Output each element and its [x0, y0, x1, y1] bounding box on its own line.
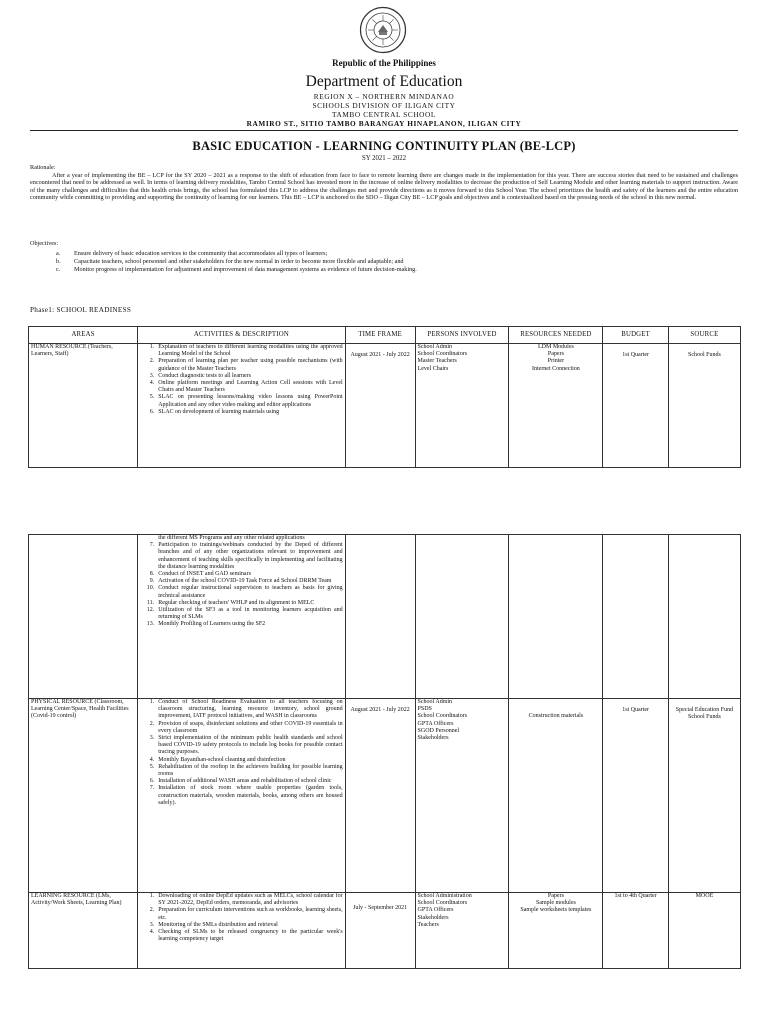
activities-human-continued: the different MS Programs and any other related applications 7. Participation to trainings/webinars conducted by the Deped of different branches and of any other organizations relevant to improvement and enhancement of teaching skills specifically in implementing and facilitating the distance learning modalities 8. Conduct of INSET and GAD seminars 9. Activation of the school COVID-19 Task Force ad School DRRM Team 10. Conduct regular instructional supervision to teachers as basis for giving technical assistance 11. Regular checking of teachers' WHLP and its alignment to MELC 12. Utilization of the SF3 as a tool in monitoring learners acquisition and returning of SLMs 13. Monthly Profiling of Learners using the SF2: [138, 535, 345, 699]
page-2: [0, 530, 768, 1024]
objectives-list: [56, 250, 736, 274]
page-1: [0, 0, 768, 486]
region-line: REGION X – NORTHERN MINDANAO: [313, 92, 455, 101]
activities-learning-resource: 1. Downloading of online DepEd updates such as MELCs, school calendar for SY 2021-2022, DepEd orders, memoranda, and advisories 2. Preparation for curriculum interventions such as workbooks, learning sheets, etc. 3. Monitoring of the SMLs distribution and retrieval 4. Checking of SLMs to be released congruency to the particular week's learning competency target: [138, 893, 345, 969]
phase-heading: Phase1: SCHOOL READINESS: [30, 306, 132, 314]
source-physical: Special Education Fund School Funds: [668, 699, 740, 893]
col-header-source: SOURCE: [668, 327, 740, 344]
persons-learning: School Administration School Coordinators GPTA Officers Stakeholders Teachers: [415, 893, 509, 969]
resources-learning: Papers Sample modules Sample worksheets templates: [509, 893, 603, 969]
objective-item: a. Ensure delivery of basic education services to the community that accommodates all types of learners;: [56, 250, 328, 257]
objective-item: c. Monitor progress of implementation for adjustment and improvement of data management systems as evidence of future decision-making.: [56, 266, 417, 273]
school-address: RAMIRO ST., SITIO TAMBO BARANGAY HINAPLANON, ILIGAN CITY: [246, 119, 522, 128]
resources-human: LDM Modules Papers Printer Internet Connection: [509, 344, 603, 468]
header-divider: [30, 130, 738, 131]
table-row: [29, 344, 741, 468]
resources-physical: Construction materials: [509, 699, 603, 893]
page-gap: [0, 486, 768, 530]
objective-item: b. Capacitate teachers, school personnel and other stakeholders for the new normal in order to become more flexible and adaptable; and: [56, 258, 404, 265]
source-human: School Funds: [668, 344, 740, 468]
col-header-resources: RESOURCES NEEDED: [509, 327, 603, 344]
table-header-row: [29, 327, 741, 344]
col-header-persons: PERSONS INVOLVED: [415, 327, 509, 344]
activities-physical-resource: 1. Conduct of School Readiness Evaluation to all teachers focusing on classroom structuring, learning resource inventory, school ground improvement, IATF protocol initiatives, and WASH in classrooms 2. Provision of soaps, disinfectant solutions and other COVID-19 essentials in every classroom 3. Strict implementation of the minimum public health standards and school based COVID-19 safety protocols to include log books for possible contact tracing purposes. 4. Monthly Bayanihan-school cleaning and disinfection 5. Rehabilitation of the rooftop in the achievers building for possible learning rooms 6. Installation of additional WASH areas and rehabilitation of school clinic 7. Installation of stock room where usable properties (garden tools, construction materials, wooden materials, books, among others are housed safely).: [138, 699, 345, 893]
col-header-budget: BUDGET: [603, 327, 669, 344]
time-frame-learning: July - September 2021: [345, 893, 415, 969]
activities-human-resource: 1. Explanation of teachers to different learning modalities using the approved Learning Model of the School 2. Preparation of learning plan per teacher using possible mechanisms (with guidance of the Master Teachers 3. Conduct diagnostic tests to all learners 4. Online platform meetings and Learning Action Cell sessions with Level Chairs and Master Teachers 5. SLAC on presenting lessons/making video lessons using PowerPoint Application and any other video making and editor applications 6. SLAC on development of learning materials using: [138, 344, 345, 468]
division-line: SCHOOLS DIVISION OF ILIGAN CITY: [312, 101, 456, 110]
table-row: [29, 893, 741, 969]
source-learning: MOOE: [668, 893, 740, 969]
rationale-heading: Rationale:: [30, 164, 56, 171]
table-row: [29, 699, 741, 893]
rationale-text: After a year of implementing the BE – LCP for the SY 2020 – 2021 as a response to the shift of education from face to face to remote learning there are changes made in the implementation for this year. There are success stories that need to be sustained and challenges encountered that need to be addressed as well. In terms of learning delivery modalities, Tambo Central School has invested more in the increase of online delivery modalities to decrease the production of Self Learning Module and other learning materials to support instruction. Aware of the many challenges and difficulties that this health crisis brings, the school has formulated this LCP to address the challenges met and provide directions as it moves forward to this School Year. The school prioritizes the health and safety of the learners and the entire education community while committing to providing and supporting the continuity of learning for our learners. This BE – LCP is anchored to the SDO – Iligan City BE – LCP goals and objectives and is contextualized based on the pressing needs of the school in this new normal.: [30, 172, 738, 202]
col-header-areas: AREAS: [29, 327, 138, 344]
area-physical-resource: PHYSICAL RESOURCE (Classroom, Learning Center/Space, Health Facilities (Covid-19 control): [29, 699, 138, 893]
persons-physical: School Admin PSDS School Coordinators GPTA Officers SGOD Personnel Stakeholders: [415, 699, 509, 893]
col-header-time-frame: TIME FRAME: [345, 327, 415, 344]
plan-table-page-1: [28, 326, 741, 468]
table-row: [29, 535, 741, 699]
budget-physical: 1st Quarter: [603, 699, 669, 893]
budget-human: 1st Quarter: [603, 344, 669, 468]
time-frame-human: August 2021 - July 2022: [345, 344, 415, 468]
school-name: TAMBO CENTRAL SCHOOL: [332, 110, 436, 119]
area-learning-resource: LEARNING RESOURCE (LMs, Activity/Work Sheets, Learning Plan): [29, 893, 138, 969]
school-year: SY 2021 – 2022: [361, 155, 407, 162]
republic-line: Republic of the Philippines: [332, 58, 436, 68]
objectives-heading: Objectives:: [30, 240, 59, 247]
area-human-resource: HUMAN RESOURCE (Teachers, Learners, Staff): [29, 344, 138, 468]
deped-seal-icon: [359, 6, 407, 54]
time-frame-physical: August 2021 - July 2022: [345, 699, 415, 893]
col-header-activities: ACTIVITIES & DESCRIPTION: [138, 327, 345, 344]
plan-table-page-2: [28, 534, 741, 969]
budget-learning: 1st to 4th Quarter: [603, 893, 669, 969]
document-title: BASIC EDUCATION - LEARNING CONTINUITY PLAN (BE-LCP): [192, 139, 576, 153]
department-name: Department of Education: [305, 73, 463, 90]
area-human-continued: [29, 535, 138, 699]
persons-human: School Admin School Coordinators Master Teachers Level Chairs: [415, 344, 509, 468]
